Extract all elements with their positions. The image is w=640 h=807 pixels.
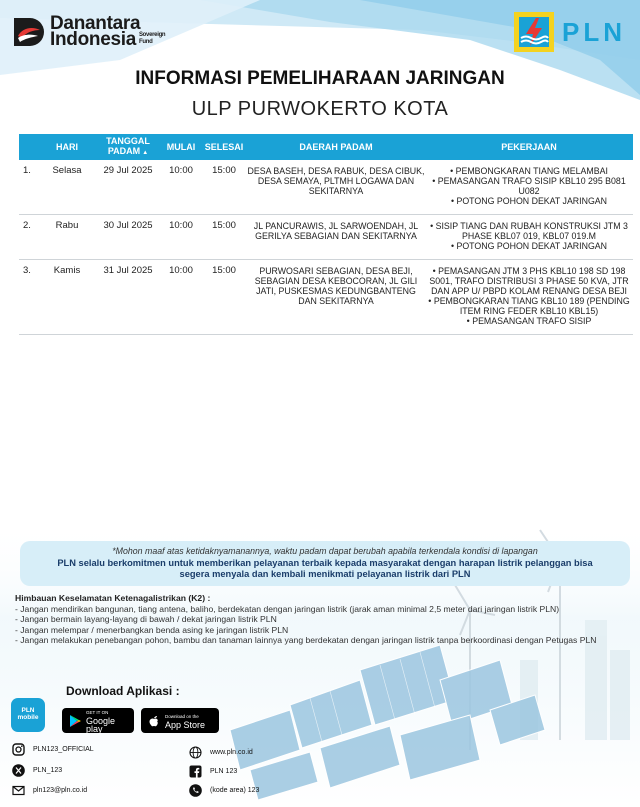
app-store-button[interactable] bbox=[141, 708, 219, 733]
table-row bbox=[19, 260, 633, 335]
row-no: 3. bbox=[19, 260, 39, 335]
danantara-mark-icon bbox=[12, 16, 44, 48]
row-mulai: 10:00 bbox=[161, 215, 201, 260]
work-item: • PEMBONGKARAN TIANG MELAMBAI bbox=[450, 166, 608, 176]
brand-name-line1: Danantara bbox=[50, 13, 141, 34]
row-no: 1. bbox=[19, 160, 39, 215]
brand-sub-line2: Fund bbox=[138, 39, 153, 45]
google-play-icon bbox=[68, 714, 82, 728]
facebook-icon bbox=[188, 764, 202, 778]
twitter-handle: PLN_123 bbox=[33, 766, 63, 774]
row-selesai: 15:00 bbox=[201, 215, 247, 260]
work-item: • SISIP TIANG DAN RUBAH KONSTRUKSI JTM 3 PHASE KBL07 019, KBL07 019.M bbox=[430, 221, 628, 241]
app-name-line2: mobile bbox=[17, 714, 39, 721]
pln-wordmark: PLN bbox=[562, 16, 626, 47]
email-address: pln123@pln.co.id bbox=[33, 786, 88, 794]
page-subtitle: ULP PURWOKERTO KOTA bbox=[191, 98, 449, 120]
apple-icon bbox=[147, 714, 161, 728]
row-tanggal: 29 Jul 2025 bbox=[95, 160, 161, 215]
pln-lightning-icon bbox=[514, 12, 554, 52]
app-store-small-text: Download on the bbox=[165, 713, 199, 719]
brand-sub-line1: Sovereign bbox=[138, 32, 166, 38]
website-url: www.pln.co.id bbox=[210, 748, 253, 756]
page-title: INFORMASI PEMELIHARAAN JARINGAN bbox=[135, 68, 505, 89]
row-pekerjaan bbox=[425, 160, 633, 215]
contact-instagram[interactable] bbox=[11, 742, 94, 756]
col-header-daerah: DAERAH PADAM bbox=[247, 134, 425, 160]
contact-twitter[interactable] bbox=[11, 763, 62, 777]
col-header-no bbox=[19, 134, 39, 160]
work-item: • PEMASANGAN TRAFO SISIP KBL10 295 B081 U082 bbox=[432, 176, 626, 196]
k2-safety-section bbox=[15, 593, 625, 646]
table-row bbox=[19, 215, 633, 260]
contact-web[interactable] bbox=[188, 745, 253, 759]
contact-email[interactable] bbox=[11, 783, 87, 797]
google-play-button[interactable] bbox=[62, 708, 134, 733]
table-header-row bbox=[19, 134, 633, 160]
notice-commitment: PLN selalu berkomitmen untuk memberikan pelayanan terbaik kepada masyarakat dengan harapan listrik pelanggan bisa segera menyala dan kembali menikmati pelayanan listrik dari PLN bbox=[57, 558, 593, 579]
row-daerah: JL PANCURAWIS, JL SARWOENDAH, JL GERILYA SEBAGIAN DAN SEKITARNYA bbox=[247, 215, 425, 260]
row-tanggal: 30 Jul 2025 bbox=[95, 215, 161, 260]
app-name-line1: PLN bbox=[21, 707, 35, 714]
globe-icon bbox=[188, 745, 202, 759]
work-item: • PEMASANGAN JTM 3 PHS KBL10 198 SD 198 S001, TRAFO DISTRIBUSI 3 PHASE 50 KVA, JTR DAN APP U/ PBPD KOLAM RENANG DESA BEJI bbox=[429, 266, 629, 296]
row-daerah: DESA BASEH, DESA RABUK, DESA CIBUK, DESA SEMAYA, PLTMH LOGAWA DAN SEKITARNYA bbox=[247, 160, 425, 215]
contact-facebook[interactable] bbox=[188, 764, 237, 778]
pln-logo bbox=[514, 12, 626, 52]
facebook-name: PLN 123 bbox=[210, 767, 238, 775]
row-tanggal: 31 Jul 2025 bbox=[95, 260, 161, 335]
pln-mobile-app-icon[interactable] bbox=[11, 698, 45, 732]
phone-icon bbox=[188, 783, 202, 797]
row-no: 2. bbox=[19, 215, 39, 260]
k2-item: - Jangan melakukan penebangan pohon, bambu dan tanaman lainnya yang berdekatan dengan jaringan listrik tanpa berkoordinasi dengan Petugas PLN bbox=[15, 635, 597, 646]
k2-item: - Jangan melempar / menerbangkan benda asing ke jaringan listrik PLN bbox=[15, 624, 289, 635]
x-twitter-icon bbox=[11, 763, 25, 777]
app-store-label: App Store bbox=[165, 719, 206, 730]
col-header-tanggal[interactable] bbox=[95, 134, 161, 160]
work-item: • POTONG POHON DEKAT JARINGAN bbox=[450, 241, 608, 251]
work-item: • POTONG POHON DEKAT JARINGAN bbox=[450, 196, 608, 206]
google-play-label: Google play bbox=[85, 715, 116, 734]
phone-number: (kode area) 123 bbox=[210, 786, 260, 794]
table-row bbox=[19, 160, 633, 215]
col-header-selesai: SELESAI bbox=[201, 134, 247, 160]
col-header-tanggal-line1: TANGGAL bbox=[106, 136, 150, 146]
row-mulai: 10:00 bbox=[161, 160, 201, 215]
work-item: • PEMBONGKARAN TIANG KBL10 189 (PENDING ITEM RING FEDER KBL10 KBL15) bbox=[428, 296, 630, 316]
k2-item: - Jangan bermain layang-layang di bawah / dekat jaringan listrik PLN bbox=[15, 614, 277, 625]
col-header-tanggal-line2: PADAM bbox=[107, 146, 141, 156]
col-header-mulai: MULAI bbox=[161, 134, 201, 160]
row-daerah: PURWOSARI SEBAGIAN, DESA BEJI, SEBAGIAN DESA KEBOCORAN, JL GILI JATI, PUSKESMAS KEDUNGBANTENG DAN SEKITARNYA bbox=[247, 260, 425, 335]
contact-phone[interactable] bbox=[188, 783, 259, 797]
notice-disclaimer: *Mohon maaf atas ketidaknyamanannya, waktu padam dapat berubah apabila terkendala kondisi di lapangan bbox=[112, 546, 538, 556]
row-hari: Kamis bbox=[39, 260, 95, 335]
email-icon bbox=[11, 783, 25, 797]
row-mulai: 10:00 bbox=[161, 260, 201, 335]
row-selesai: 15:00 bbox=[201, 260, 247, 335]
google-play-small-text: GET IT ON bbox=[85, 709, 109, 715]
brand-name-line2: Indonesia bbox=[50, 29, 136, 50]
row-pekerjaan bbox=[425, 260, 633, 335]
brand-subtitle bbox=[139, 32, 165, 46]
k2-item: - Jangan mendirikan bangunan, tiang antena, baliho, berdekatan dengan jaringan listrik (jarak aman minimal 2,5 meter dari jaringan listrik PLN) bbox=[15, 603, 560, 614]
notice-banner bbox=[20, 541, 630, 586]
row-hari: Selasa bbox=[39, 160, 95, 215]
sort-asc-icon[interactable]: ▲ bbox=[142, 150, 149, 156]
danantara-logo bbox=[12, 13, 166, 50]
download-title: Download Aplikasi : bbox=[66, 684, 180, 698]
row-pekerjaan bbox=[425, 215, 633, 260]
row-selesai: 15:00 bbox=[201, 160, 247, 215]
row-hari: Rabu bbox=[39, 215, 95, 260]
maintenance-table bbox=[19, 134, 633, 335]
instagram-handle: PLN123_OFFICIAL bbox=[33, 745, 94, 753]
work-item: • PEMASANGAN TRAFO SISIP bbox=[466, 316, 592, 326]
instagram-icon bbox=[11, 742, 25, 756]
k2-title: Himbauan Keselamatan Ketenagalistrikan (K2) : bbox=[15, 593, 211, 603]
col-header-hari: HARI bbox=[39, 134, 95, 160]
col-header-pekerjaan: PEKERJAAN bbox=[425, 134, 633, 160]
